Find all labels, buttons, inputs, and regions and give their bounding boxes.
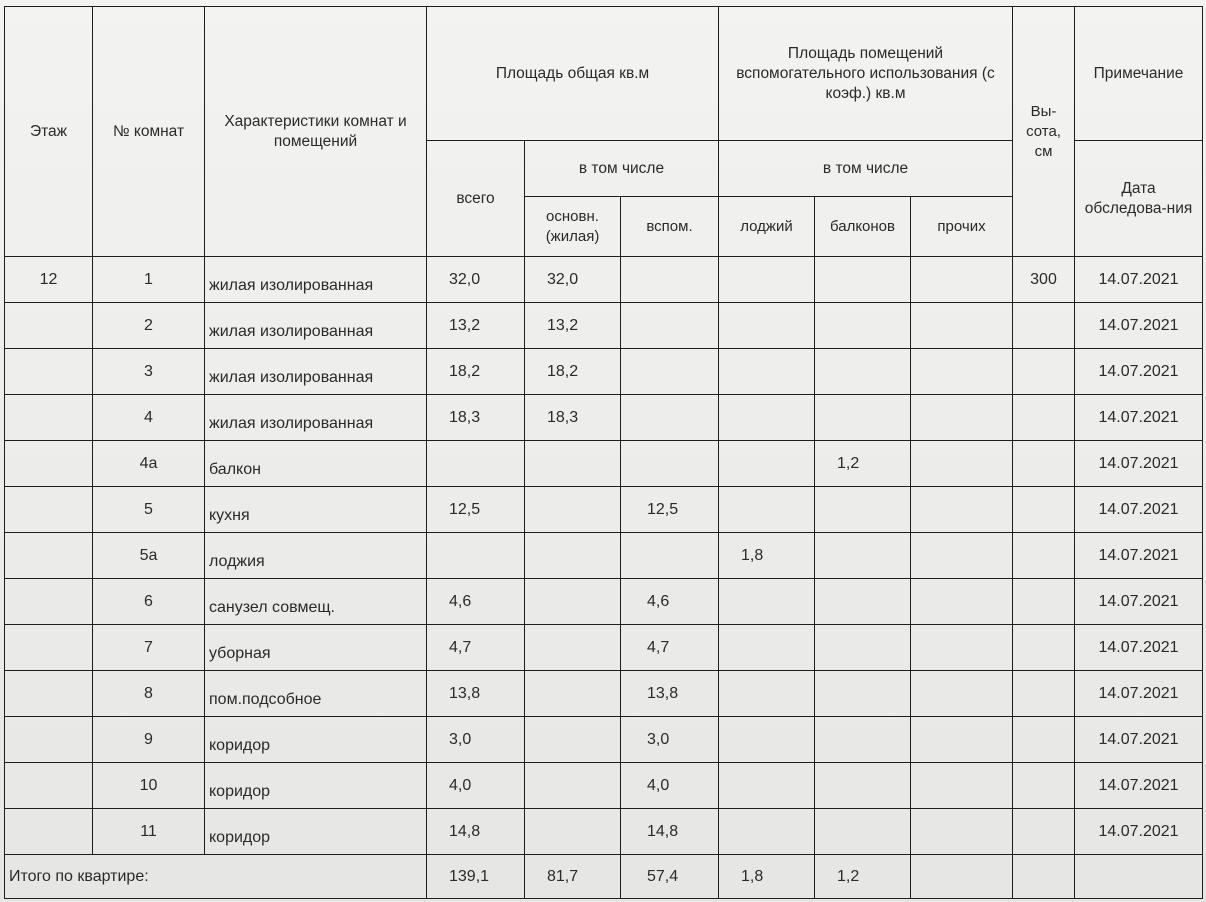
header-characteristics: Характеристики комнат и помещений [205,7,427,257]
table-row [5,303,1203,349]
cell-date: 14.07.2021 [1075,349,1203,395]
header-total: всего [427,141,525,257]
cell-main [525,763,621,809]
header-loggias: лоджий [719,197,815,257]
cell-height [1013,303,1075,349]
cell-aux [621,395,719,441]
cell-room: 2 [93,303,205,349]
cell-floor [5,809,93,855]
cell-balcony [815,395,911,441]
cell-floor [5,717,93,763]
header-survey-date: Дата обследова-ния [1075,141,1203,257]
cell-main [525,487,621,533]
table-row [5,487,1203,533]
cell-loggia [719,763,815,809]
cell-balcony [815,533,911,579]
cell-balcony [815,303,911,349]
cell-loggia [719,441,815,487]
cell-aux: 13,8 [621,671,719,717]
cell-total: 4,6 [427,579,525,625]
cell-loggia [719,487,815,533]
cell-height [1013,809,1075,855]
cell-balcony [815,809,911,855]
cell-date: 14.07.2021 [1075,395,1203,441]
totals-date [1075,855,1203,899]
cell-name: коридор [205,763,427,809]
cell-main: 13,2 [525,303,621,349]
cell-total: 13,8 [427,671,525,717]
cell-floor [5,625,93,671]
cell-height [1013,533,1075,579]
cell-name: пом.подсобное [205,671,427,717]
cell-room: 6 [93,579,205,625]
cell-loggia [719,579,815,625]
cell-loggia [719,395,815,441]
cell-other [911,257,1013,303]
cell-aux [621,533,719,579]
cell-balcony [815,717,911,763]
cell-balcony: 1,2 [815,441,911,487]
table-row [5,809,1203,855]
cell-date: 14.07.2021 [1075,763,1203,809]
header-balconies: балконов [815,197,911,257]
table-row [5,395,1203,441]
cell-floor [5,395,93,441]
cell-main [525,809,621,855]
cell-floor [5,349,93,395]
cell-loggia [719,671,815,717]
cell-total: 4,7 [427,625,525,671]
cell-aux: 14,8 [621,809,719,855]
cell-balcony [815,257,911,303]
cell-other [911,763,1013,809]
cell-balcony [815,671,911,717]
cell-floor [5,533,93,579]
cell-height [1013,579,1075,625]
cell-loggia: 1,8 [719,533,815,579]
cell-total [427,441,525,487]
cell-height: 300 [1013,257,1075,303]
cell-floor [5,671,93,717]
cell-name: кухня [205,487,427,533]
table-row [5,349,1203,395]
cell-name: жилая изолированная [205,395,427,441]
cell-floor: 12 [5,257,93,303]
cell-total: 4,0 [427,763,525,809]
cell-date: 14.07.2021 [1075,257,1203,303]
cell-total: 14,8 [427,809,525,855]
cell-main [525,625,621,671]
cell-name: лоджия [205,533,427,579]
totals-loggia: 1,8 [719,855,815,899]
table-row [5,717,1203,763]
totals-label: Итого по квартире: [5,855,427,899]
cell-other [911,349,1013,395]
cell-room: 7 [93,625,205,671]
cell-other [911,625,1013,671]
cell-aux [621,257,719,303]
cell-balcony [815,625,911,671]
cell-height [1013,349,1075,395]
cell-other [911,579,1013,625]
cell-name: коридор [205,717,427,763]
cell-room: 10 [93,763,205,809]
cell-name: коридор [205,809,427,855]
cell-balcony [815,487,911,533]
header-note: Примечание [1075,7,1203,141]
totals-other [911,855,1013,899]
totals-aux: 57,4 [621,855,719,899]
cell-other [911,303,1013,349]
cell-floor [5,303,93,349]
totals-height [1013,855,1075,899]
cell-loggia [719,349,815,395]
cell-aux: 4,6 [621,579,719,625]
cell-loggia [719,257,815,303]
header-aux-area: Площадь помещений вспомогательного использования (с коэф.) кв.м [719,7,1013,141]
cell-room: 8 [93,671,205,717]
cell-name: балкон [205,441,427,487]
cell-other [911,717,1013,763]
cell-loggia [719,625,815,671]
cell-floor [5,487,93,533]
cell-total: 12,5 [427,487,525,533]
cell-height [1013,395,1075,441]
cell-height [1013,441,1075,487]
table-row [5,763,1203,809]
cell-height [1013,763,1075,809]
cell-name: уборная [205,625,427,671]
cell-main [525,579,621,625]
cell-date: 14.07.2021 [1075,717,1203,763]
cell-balcony [815,763,911,809]
rooms-area-table [4,6,1203,899]
cell-total [427,533,525,579]
cell-aux: 12,5 [621,487,719,533]
cell-room: 11 [93,809,205,855]
cell-other [911,671,1013,717]
header-room-no: № комнат [93,7,205,257]
cell-aux: 4,0 [621,763,719,809]
cell-name: жилая изолированная [205,303,427,349]
cell-date: 14.07.2021 [1075,441,1203,487]
cell-loggia [719,809,815,855]
cell-date: 14.07.2021 [1075,303,1203,349]
table-header [5,7,1203,257]
cell-balcony [815,579,911,625]
cell-date: 14.07.2021 [1075,579,1203,625]
cell-room: 4 [93,395,205,441]
cell-other [911,441,1013,487]
cell-total: 3,0 [427,717,525,763]
cell-balcony [815,349,911,395]
cell-main: 18,3 [525,395,621,441]
cell-room: 4а [93,441,205,487]
header-incl-aux: в том числе [719,141,1013,197]
table-body [5,257,1203,899]
header-floor: Этаж [5,7,93,257]
header-aux: вспом. [621,197,719,257]
totals-main: 81,7 [525,855,621,899]
cell-room: 1 [93,257,205,303]
table-row [5,533,1203,579]
cell-main [525,533,621,579]
cell-other [911,395,1013,441]
cell-main [525,441,621,487]
cell-height [1013,625,1075,671]
cell-room: 3 [93,349,205,395]
cell-aux: 3,0 [621,717,719,763]
cell-date: 14.07.2021 [1075,625,1203,671]
cell-room: 5а [93,533,205,579]
table-row [5,671,1203,717]
cell-total: 18,3 [427,395,525,441]
cell-aux: 4,7 [621,625,719,671]
totals-total: 139,1 [427,855,525,899]
totals-row [5,855,1203,899]
cell-loggia [719,303,815,349]
cell-date: 14.07.2021 [1075,671,1203,717]
cell-name: жилая изолированная [205,349,427,395]
cell-total: 32,0 [427,257,525,303]
cell-height [1013,717,1075,763]
cell-main [525,717,621,763]
cell-other [911,533,1013,579]
cell-aux [621,303,719,349]
table-row [5,257,1203,303]
cell-loggia [719,717,815,763]
cell-room: 9 [93,717,205,763]
totals-balcony: 1,2 [815,855,911,899]
cell-main: 32,0 [525,257,621,303]
cell-date: 14.07.2021 [1075,809,1203,855]
table-row [5,625,1203,671]
cell-date: 14.07.2021 [1075,487,1203,533]
header-total-area: Площадь общая кв.м [427,7,719,141]
cell-main: 18,2 [525,349,621,395]
cell-floor [5,441,93,487]
cell-name: жилая изолированная [205,257,427,303]
cell-floor [5,763,93,809]
table-row [5,441,1203,487]
cell-total: 13,2 [427,303,525,349]
cell-main [525,671,621,717]
cell-name: санузел совмещ. [205,579,427,625]
cell-floor [5,579,93,625]
cell-date: 14.07.2021 [1075,533,1203,579]
cell-aux [621,349,719,395]
header-incl-main: в том числе [525,141,719,197]
cell-height [1013,487,1075,533]
header-main-living: основн. (жилая) [525,197,621,257]
cell-other [911,809,1013,855]
cell-aux [621,441,719,487]
cell-other [911,487,1013,533]
header-height: Вы-сота, см [1013,7,1075,257]
cell-height [1013,671,1075,717]
table-row [5,579,1203,625]
cell-total: 18,2 [427,349,525,395]
header-other: прочих [911,197,1013,257]
cell-room: 5 [93,487,205,533]
